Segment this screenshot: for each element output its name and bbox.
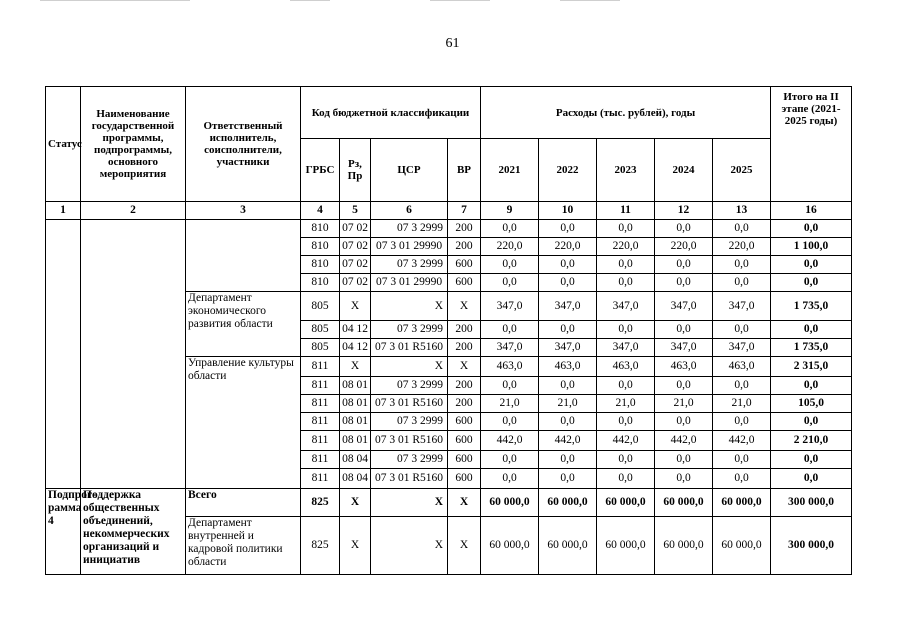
rz-cell: 04 12 [340, 321, 371, 339]
subprogram-status: Подпрог-рамма 4 [46, 489, 81, 575]
csr-cell: 07 3 01 29990 [371, 274, 448, 292]
status-cell [46, 220, 81, 489]
expense-value-cell: 0,0 [655, 256, 713, 274]
expense-value-cell: 0,0 [713, 220, 771, 238]
total-cell: 2 210,0 [771, 431, 852, 451]
expense-value-cell: 0,0 [539, 321, 597, 339]
vr-cell: 600 [448, 274, 481, 292]
expense-value-cell: 0,0 [597, 413, 655, 431]
header-vr: ВР [448, 139, 481, 202]
rz-cell: 07 02 [340, 220, 371, 238]
grbs-cell: 810 [301, 274, 340, 292]
csr-cell: 07 3 01 R5160 [371, 431, 448, 451]
expense-value-cell: 347,0 [539, 339, 597, 357]
total-cell: 0,0 [771, 256, 852, 274]
expense-value-cell: 0,0 [597, 256, 655, 274]
expense-value-cell: 347,0 [597, 292, 655, 321]
grbs-cell: 805 [301, 321, 340, 339]
page-number: 61 [445, 36, 460, 51]
grbs-cell: 805 [301, 292, 340, 321]
expense-value-cell: 60 000,0 [597, 517, 655, 575]
header-executor: Ответственный исполнитель, соисполнители, участники [186, 87, 301, 202]
grbs-cell: 811 [301, 469, 340, 489]
total-cell: 1 735,0 [771, 339, 852, 357]
vr-cell: 200 [448, 220, 481, 238]
rz-cell: Х [340, 292, 371, 321]
executor-culture: Управление культуры области [186, 357, 301, 489]
expense-value-cell: 21,0 [481, 395, 539, 413]
rz-cell: Х [340, 489, 371, 517]
expense-value-cell: 60 000,0 [539, 489, 597, 517]
expense-value-cell: 60 000,0 [539, 517, 597, 575]
column-number: 2 [81, 202, 186, 220]
scan-edge-line [40, 0, 190, 1]
grbs-cell: 811 [301, 413, 340, 431]
expense-value-cell: 0,0 [713, 451, 771, 469]
header-expenses: Расходы (тыс. рублей), годы [481, 87, 771, 139]
expense-value-cell: 0,0 [539, 274, 597, 292]
total-cell: 300 000,0 [771, 489, 852, 517]
csr-cell: 07 3 01 R5160 [371, 395, 448, 413]
csr-cell: 07 3 2999 [371, 377, 448, 395]
grbs-cell: 825 [301, 517, 340, 575]
expense-value-cell: 0,0 [655, 451, 713, 469]
column-number: 3 [186, 202, 301, 220]
expense-value-cell: 220,0 [655, 238, 713, 256]
expense-value-cell: 347,0 [539, 292, 597, 321]
expense-value-cell: 0,0 [713, 469, 771, 489]
csr-cell: 07 3 2999 [371, 321, 448, 339]
expense-value-cell: 0,0 [597, 377, 655, 395]
column-number: 16 [771, 202, 852, 220]
column-number: 10 [539, 202, 597, 220]
rz-cell: 08 04 [340, 469, 371, 489]
vr-cell: Х [448, 357, 481, 377]
vr-cell: Х [448, 489, 481, 517]
expense-value-cell: 60 000,0 [713, 489, 771, 517]
rz-cell: 08 04 [340, 451, 371, 469]
csr-cell: 07 3 01 29990 [371, 238, 448, 256]
expense-value-cell: 463,0 [597, 357, 655, 377]
scan-edge-line [560, 0, 620, 1]
expense-value-cell: 0,0 [539, 220, 597, 238]
expense-value-cell: 442,0 [713, 431, 771, 451]
expense-value-cell: 0,0 [481, 469, 539, 489]
grbs-cell: 810 [301, 220, 340, 238]
rz-cell: 08 01 [340, 431, 371, 451]
vr-cell: 600 [448, 413, 481, 431]
expense-value-cell: 0,0 [481, 256, 539, 274]
vr-cell: 600 [448, 256, 481, 274]
header-rz: Рз, Пр [340, 139, 371, 202]
expense-value-cell: 0,0 [655, 321, 713, 339]
grbs-cell: 810 [301, 256, 340, 274]
expense-value-cell: 0,0 [655, 220, 713, 238]
grbs-cell: 811 [301, 431, 340, 451]
csr-cell: 07 3 2999 [371, 256, 448, 274]
vr-cell: 200 [448, 238, 481, 256]
expense-value-cell: 347,0 [597, 339, 655, 357]
grbs-cell: 811 [301, 357, 340, 377]
vr-cell: 600 [448, 469, 481, 489]
expense-value-cell: 0,0 [481, 413, 539, 431]
expense-value-cell: 0,0 [539, 377, 597, 395]
total-cell: 0,0 [771, 377, 852, 395]
vr-cell: 600 [448, 431, 481, 451]
expense-value-cell: 60 000,0 [655, 489, 713, 517]
expense-value-cell: 0,0 [481, 321, 539, 339]
executor-internal-policy: Департамент внутренней и кадровой политики области [186, 517, 301, 575]
expense-value-cell: 60 000,0 [481, 517, 539, 575]
executor-all: Всего [186, 489, 301, 517]
column-number: 9 [481, 202, 539, 220]
header-total: Итого на II этапе (2021-2025 годы) [771, 87, 852, 202]
expense-value-cell: 0,0 [481, 451, 539, 469]
column-number: 12 [655, 202, 713, 220]
csr-cell: 07 3 2999 [371, 220, 448, 238]
expense-value-cell: 220,0 [713, 238, 771, 256]
expense-value-cell: 347,0 [481, 292, 539, 321]
expense-value-cell: 0,0 [597, 274, 655, 292]
expense-value-cell: 21,0 [713, 395, 771, 413]
vr-cell: 200 [448, 395, 481, 413]
rz-cell: 04 12 [340, 339, 371, 357]
grbs-cell: 811 [301, 377, 340, 395]
expense-value-cell: 347,0 [713, 292, 771, 321]
expense-value-cell: 0,0 [655, 274, 713, 292]
expense-value-cell: 347,0 [481, 339, 539, 357]
expense-value-cell: 463,0 [539, 357, 597, 377]
total-cell: 0,0 [771, 274, 852, 292]
total-cell: 0,0 [771, 413, 852, 431]
scan-edge-line [290, 0, 330, 1]
header-grbs: ГРБС [301, 139, 340, 202]
expense-value-cell: 21,0 [655, 395, 713, 413]
expense-value-cell: 0,0 [713, 274, 771, 292]
expense-value-cell: 0,0 [481, 377, 539, 395]
column-number: 7 [448, 202, 481, 220]
rz-cell: 08 01 [340, 413, 371, 431]
executor-cell [186, 220, 301, 292]
expense-value-cell: 442,0 [597, 431, 655, 451]
column-number: 13 [713, 202, 771, 220]
column-number: 1 [46, 202, 81, 220]
header-2022: 2022 [539, 139, 597, 202]
rz-cell: 08 01 [340, 395, 371, 413]
expense-value-cell: 0,0 [539, 451, 597, 469]
rz-cell: 07 02 [340, 274, 371, 292]
total-cell: 300 000,0 [771, 517, 852, 575]
expense-value-cell: 463,0 [713, 357, 771, 377]
vr-cell: 200 [448, 377, 481, 395]
grbs-cell: 811 [301, 395, 340, 413]
csr-cell: Х [371, 517, 448, 575]
expense-value-cell: 0,0 [713, 321, 771, 339]
column-number: 11 [597, 202, 655, 220]
total-cell: 0,0 [771, 451, 852, 469]
expense-value-cell: 442,0 [655, 431, 713, 451]
vr-cell: Х [448, 517, 481, 575]
grbs-cell: 805 [301, 339, 340, 357]
expense-value-cell: 60 000,0 [597, 489, 655, 517]
expense-value-cell: 0,0 [655, 469, 713, 489]
expense-value-cell: 60 000,0 [481, 489, 539, 517]
expense-value-cell: 220,0 [597, 238, 655, 256]
vr-cell: Х [448, 292, 481, 321]
grbs-cell: 811 [301, 451, 340, 469]
expense-value-cell: 60 000,0 [655, 517, 713, 575]
csr-cell: 07 3 01 R5160 [371, 339, 448, 357]
expense-value-cell: 0,0 [713, 256, 771, 274]
column-number: 5 [340, 202, 371, 220]
name-cell [81, 220, 186, 489]
header-2025: 2025 [713, 139, 771, 202]
header-budget-code: Код бюджетной классификации [301, 87, 481, 139]
expense-value-cell: 60 000,0 [713, 517, 771, 575]
expense-value-cell: 0,0 [481, 220, 539, 238]
csr-cell: 07 3 2999 [371, 413, 448, 431]
total-cell: 0,0 [771, 469, 852, 489]
csr-cell: 07 3 01 R5160 [371, 469, 448, 489]
total-cell: 0,0 [771, 220, 852, 238]
expense-value-cell: 442,0 [539, 431, 597, 451]
total-cell: 2 315,0 [771, 357, 852, 377]
header-csr: ЦСР [371, 139, 448, 202]
expense-value-cell: 0,0 [597, 469, 655, 489]
executor-econ: Департамент экономического развития области [186, 292, 301, 357]
rz-cell: Х [340, 517, 371, 575]
expense-value-cell: 0,0 [713, 377, 771, 395]
header-status: Статус [46, 87, 81, 202]
header-2021: 2021 [481, 139, 539, 202]
csr-cell: Х [371, 357, 448, 377]
expense-value-cell: 0,0 [597, 451, 655, 469]
header-2023: 2023 [597, 139, 655, 202]
csr-cell: Х [371, 489, 448, 517]
expense-value-cell: 0,0 [655, 413, 713, 431]
expense-value-cell: 0,0 [597, 321, 655, 339]
vr-cell: 600 [448, 451, 481, 469]
column-number: 6 [371, 202, 448, 220]
csr-cell: 07 3 2999 [371, 451, 448, 469]
rz-cell: Х [340, 357, 371, 377]
expense-value-cell: 0,0 [481, 274, 539, 292]
grbs-cell: 825 [301, 489, 340, 517]
expense-value-cell: 0,0 [539, 469, 597, 489]
table-row [46, 220, 852, 238]
subprogram-name: Поддержка общественных объединений, некоммерческих организаций и инициатив [81, 489, 186, 575]
expense-value-cell: 442,0 [481, 431, 539, 451]
budget-table [45, 86, 852, 575]
expense-value-cell: 0,0 [597, 220, 655, 238]
expense-value-cell: 347,0 [655, 339, 713, 357]
expense-value-cell: 220,0 [539, 238, 597, 256]
expense-value-cell: 21,0 [597, 395, 655, 413]
rz-cell: 07 02 [340, 256, 371, 274]
expense-value-cell: 0,0 [713, 413, 771, 431]
expense-value-cell: 0,0 [539, 413, 597, 431]
expense-value-cell: 347,0 [655, 292, 713, 321]
expense-value-cell: 463,0 [481, 357, 539, 377]
expense-value-cell: 220,0 [481, 238, 539, 256]
csr-cell: Х [371, 292, 448, 321]
expense-value-cell: 21,0 [539, 395, 597, 413]
total-cell: 0,0 [771, 321, 852, 339]
vr-cell: 200 [448, 321, 481, 339]
header-2024: 2024 [655, 139, 713, 202]
expense-value-cell: 347,0 [713, 339, 771, 357]
header-name: Наименование государственной программы, подпрограммы, основного мероприятия [81, 87, 186, 202]
expense-value-cell: 0,0 [655, 377, 713, 395]
expense-value-cell: 463,0 [655, 357, 713, 377]
rz-cell: 07 02 [340, 238, 371, 256]
grbs-cell: 810 [301, 238, 340, 256]
total-cell: 1 735,0 [771, 292, 852, 321]
vr-cell: 200 [448, 339, 481, 357]
table-row [46, 489, 852, 517]
column-number: 4 [301, 202, 340, 220]
total-cell: 105,0 [771, 395, 852, 413]
scan-edge-line [430, 0, 490, 1]
expense-value-cell: 0,0 [539, 256, 597, 274]
total-cell: 1 100,0 [771, 238, 852, 256]
rz-cell: 08 01 [340, 377, 371, 395]
